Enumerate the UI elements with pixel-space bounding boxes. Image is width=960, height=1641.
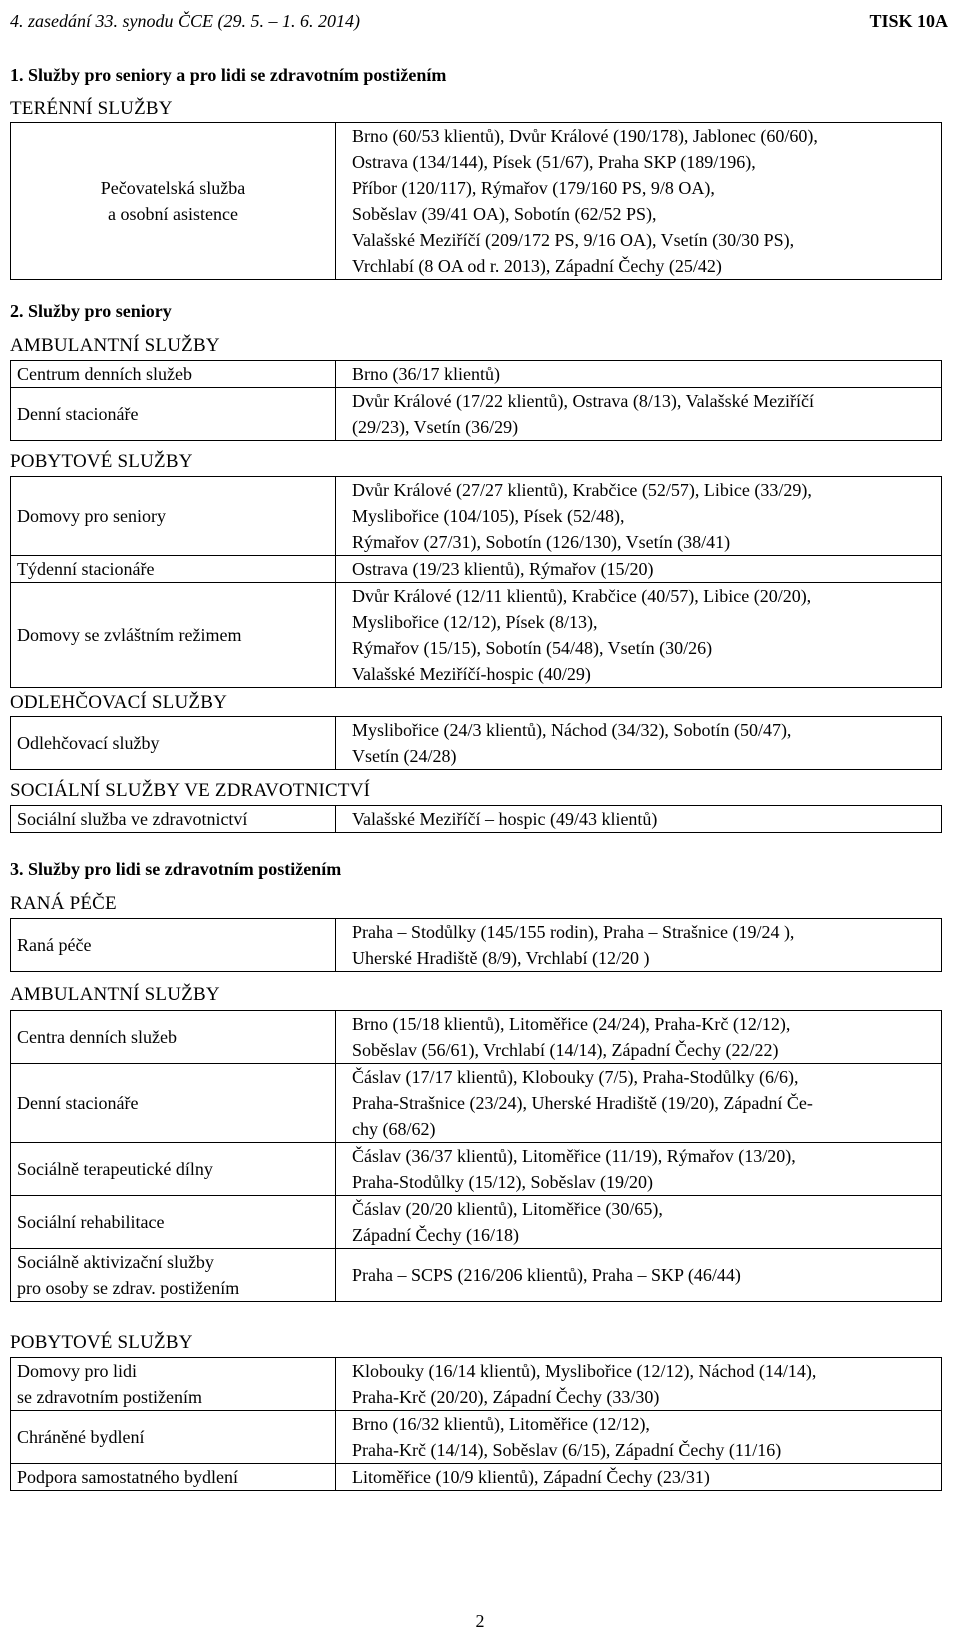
table-terenni	[10, 122, 942, 280]
service-locations	[336, 477, 942, 556]
service-name-line: Podpora samostatného bydlení	[17, 1467, 238, 1487]
location-line: Brno (16/32 klientů), Litoměřice (12/12),	[352, 1414, 650, 1434]
service-name	[11, 388, 336, 441]
service-locations	[336, 717, 942, 770]
service-name	[11, 1464, 336, 1491]
page-number: 2	[475, 1611, 485, 1631]
location-line: Dvůr Králové (27/27 klientů), Krabčice (52/57), Libice (33/29),	[352, 480, 812, 500]
location-line: Čáslav (36/37 klientů), Litoměřice (11/19), Rýmařov (13/20),	[352, 1146, 796, 1166]
location-line: Litoměřice (10/9 klientů), Západní Čechy (23/31)	[352, 1467, 710, 1487]
service-name	[11, 1249, 336, 1302]
service-name-line: Sociálně terapeutické dílny	[17, 1159, 213, 1179]
document-header	[10, 8, 948, 34]
location-line: Praha-Krč (14/14), Soběslav (6/15), Západní Čechy (11/16)	[352, 1440, 782, 1460]
location-line: Praha-Krč (20/20), Západní Čechy (33/30)	[352, 1387, 660, 1407]
service-name-line: Týdenní stacionáře	[17, 559, 155, 579]
service-name	[11, 477, 336, 556]
table-row	[11, 388, 942, 441]
table-row	[11, 1358, 942, 1411]
service-name-line: Sociální rehabilitace	[17, 1212, 165, 1232]
service-locations	[336, 1411, 942, 1464]
table-zdravotnictvi	[10, 805, 942, 833]
service-name	[11, 1196, 336, 1249]
section-heading-1: 1. Služby pro seniory a pro lidi se zdravotním postižením	[10, 65, 447, 85]
service-locations	[336, 123, 942, 280]
location-line: Soběslav (56/61), Vrchlabí (14/14), Západní Čechy (22/22)	[352, 1040, 779, 1060]
location-line: Vsetín (24/28)	[352, 746, 457, 766]
service-name-line: Denní stacionáře	[17, 1093, 139, 1113]
service-name	[11, 1011, 336, 1064]
category-odlehcovaci: ODLEHČOVACÍ SLUŽBY	[10, 692, 228, 713]
location-line: Valašské Meziříčí (209/172 PS, 9/16 OA), Vsetín (30/30 PS),	[352, 230, 795, 250]
category-pobytove-disabled: POBYTOVÉ SLUŽBY	[10, 1332, 193, 1353]
service-name-line: pro osoby se zdrav. postižením	[17, 1278, 240, 1298]
table-row	[11, 583, 942, 688]
service-name-line: Sociální služba ve zdravotnictví	[17, 809, 248, 829]
table-row	[11, 717, 942, 770]
service-locations	[336, 1143, 942, 1196]
location-line: Praha – Stodůlky (145/155 rodin), Praha – Strašnice (19/24 ),	[352, 922, 795, 942]
category-terenni: TERÉNNÍ SLUŽBY	[10, 98, 173, 119]
service-name-line: se zdravotním postižením	[17, 1387, 202, 1407]
service-locations	[336, 919, 942, 972]
location-line: chy (68/62)	[352, 1119, 436, 1139]
service-locations	[336, 1064, 942, 1143]
location-line: Myslibořice (24/3 klientů), Náchod (34/32), Sobotín (50/47),	[352, 720, 792, 740]
location-line: Dvůr Králové (12/11 klientů), Krabčice (40/57), Libice (20/20),	[352, 586, 812, 606]
service-name	[11, 361, 336, 388]
category-ambulantni-seniors: AMBULANTNÍ SLUŽBY	[10, 335, 220, 356]
service-name	[11, 919, 336, 972]
location-line: Rýmařov (15/15), Sobotín (54/48), Vsetín (30/26)	[352, 638, 713, 658]
table-row	[11, 1464, 942, 1491]
location-line: Rýmařov (27/31), Sobotín (126/130), Vsetín (38/41)	[352, 532, 731, 552]
location-line: Soběslav (39/41 OA), Sobotín (62/52 PS),	[352, 204, 657, 224]
service-name	[11, 1411, 336, 1464]
table-odlehcovaci	[10, 716, 942, 770]
section-heading-3: 3. Služby pro lidi se zdravotním postižením	[10, 859, 342, 879]
category-zdravotnictvi: SOCIÁLNÍ SLUŽBY VE ZDRAVOTNICTVÍ	[10, 780, 371, 801]
table-rana-pece	[10, 918, 942, 972]
location-line: Příbor (120/117), Rýmařov (179/160 PS, 9/8 OA),	[352, 178, 715, 198]
table-row	[11, 1143, 942, 1196]
table-row	[11, 1064, 942, 1143]
table-ambulantni-disabled	[10, 1010, 942, 1302]
service-locations	[336, 1196, 942, 1249]
table-row	[11, 477, 942, 556]
location-line: Vrchlabí (8 OA od r. 2013), Západní Čechy (25/42)	[352, 256, 722, 276]
location-line: Brno (15/18 klientů), Litoměřice (24/24), Praha-Krč (12/12),	[352, 1014, 791, 1034]
location-line: Čáslav (17/17 klientů), Klobouky (7/5), Praha-Stodůlky (6/6),	[352, 1067, 799, 1087]
service-name-line: Centra denních služeb	[17, 1027, 177, 1047]
service-name-line: Domovy pro seniory	[17, 506, 166, 526]
location-line: Ostrava (19/23 klientů), Rýmařov (15/20)	[352, 559, 654, 579]
service-locations	[336, 583, 942, 688]
service-name	[11, 1143, 336, 1196]
table-row	[11, 806, 942, 833]
service-name-line: Odlehčovací služby	[17, 733, 160, 753]
service-name	[11, 717, 336, 770]
table-row	[11, 919, 942, 972]
service-name	[11, 123, 336, 280]
service-name	[11, 1064, 336, 1143]
service-name-line: Domovy se zvláštním režimem	[17, 625, 242, 645]
print-number: TISK 10A	[869, 11, 948, 31]
location-line: Uherské Hradiště (8/9), Vrchlabí (12/20 )	[352, 948, 650, 968]
location-line: Brno (60/53 klientů), Dvůr Králové (190/178), Jablonec (60/60),	[352, 126, 818, 146]
table-row	[11, 123, 942, 280]
service-name	[11, 583, 336, 688]
service-locations	[336, 556, 942, 583]
service-name-line: Denní stacionáře	[17, 404, 139, 424]
service-locations	[336, 361, 942, 388]
service-name-line: Centrum denních služeb	[17, 364, 192, 384]
service-locations	[336, 388, 942, 441]
category-ambulantni-disabled: AMBULANTNÍ SLUŽBY	[10, 984, 220, 1005]
table-row	[11, 1011, 942, 1064]
service-name-line: Pečovatelská služba	[100, 178, 246, 198]
table-row	[11, 1411, 942, 1464]
location-line: Ostrava (134/144), Písek (51/67), Praha SKP (189/196),	[352, 152, 756, 172]
table-row	[11, 1196, 942, 1249]
service-name	[11, 556, 336, 583]
section-heading-2: 2. Služby pro seniory	[10, 301, 172, 321]
service-name-line: Raná péče	[17, 935, 92, 955]
service-locations	[336, 1358, 942, 1411]
location-line: Valašské Meziříčí-hospic (40/29)	[352, 664, 591, 684]
location-line: Valašské Meziříčí – hospic (49/43 klientů)	[352, 809, 658, 829]
service-name-line: Chráněné bydlení	[17, 1427, 145, 1447]
table-row	[11, 1249, 942, 1302]
table-pobytove-seniors	[10, 476, 942, 688]
service-name	[11, 1358, 336, 1411]
service-locations	[336, 1464, 942, 1491]
service-locations	[336, 1011, 942, 1064]
location-line: (29/23), Vsetín (36/29)	[352, 417, 519, 437]
category-pobytove-seniors: POBYTOVÉ SLUŽBY	[10, 451, 193, 472]
service-name-line: Domovy pro lidi	[17, 1361, 137, 1381]
location-line: Dvůr Králové (17/22 klientů), Ostrava (8/13), Valašské Meziříčí	[352, 391, 815, 411]
location-line: Praha-Strašnice (23/24), Uherské Hradiště (19/20), Západní Če-	[352, 1093, 813, 1113]
table-ambulantni-seniors	[10, 360, 942, 441]
location-line: Myslibořice (104/105), Písek (52/48),	[352, 506, 625, 526]
location-line: Západní Čechy (16/18)	[352, 1225, 519, 1245]
table-row	[11, 361, 942, 388]
table-row	[11, 556, 942, 583]
category-rana-pece: RANÁ PÉČE	[10, 893, 117, 914]
location-line: Praha-Stodůlky (15/12), Soběslav (19/20)	[352, 1172, 653, 1192]
service-locations	[336, 1249, 942, 1302]
service-name-line: Sociálně aktivizační služby	[17, 1252, 214, 1272]
synod-header: 4. zasedání 33. synodu ČCE (29. 5. – 1. 6. 2014)	[10, 11, 360, 31]
location-line: Myslibořice (12/12), Písek (8/13),	[352, 612, 598, 632]
service-name-line: a osobní asistence	[108, 204, 238, 224]
service-name	[11, 806, 336, 833]
location-line: Klobouky (16/14 klientů), Myslibořice (12/12), Náchod (14/14),	[352, 1361, 817, 1381]
service-locations	[336, 806, 942, 833]
table-pobytove-disabled	[10, 1357, 942, 1491]
location-line: Praha – SCPS (216/206 klientů), Praha – SKP (46/44)	[352, 1265, 741, 1285]
location-line: Brno (36/17 klientů)	[352, 364, 500, 384]
location-line: Čáslav (20/20 klientů), Litoměřice (30/65),	[352, 1199, 663, 1219]
